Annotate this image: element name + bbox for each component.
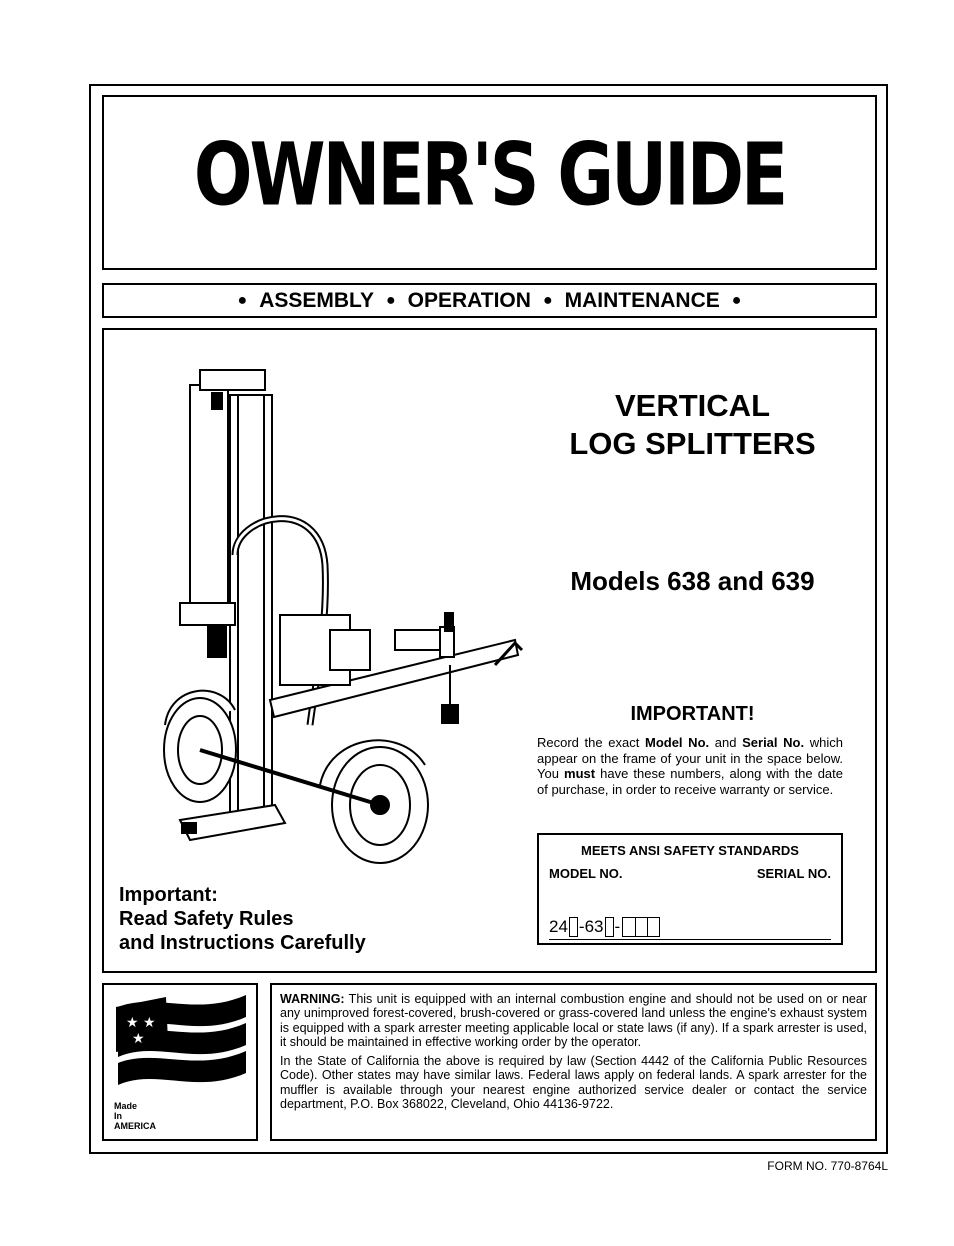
warning-box — [270, 983, 877, 1141]
model-digit-box[interactable] — [569, 917, 578, 937]
product-title-line2: LOG SPLITTERS — [569, 426, 816, 461]
bullet-icon: ● — [237, 291, 248, 309]
serial-number-box — [537, 833, 843, 945]
bullet-icon: ● — [385, 291, 396, 309]
important-text-part: Record the exact — [537, 735, 645, 750]
product-title-line1: VERTICAL — [615, 388, 770, 423]
american-flag-icon — [106, 987, 258, 1107]
important-text — [537, 735, 843, 797]
model-suffix-boxes[interactable] — [622, 917, 660, 937]
warning-text-1: This unit is equipped with an internal combustion engine and should not be used on or near any unimproved forest-covered, brush-covered or grass-covered land unless the engine's exhaust system is equipped with a spark arrester meeting applicable local or state laws (if any). If a spark arrester is used, it should be maintained in effective working order by the operator. — [280, 992, 867, 1049]
model-no-label: MODEL NO. — [549, 866, 623, 881]
made-line: Made — [114, 1101, 138, 1111]
warning-paragraph-2: In the State of California the above is required by law (Section 4442 of the California Public Resources Code). Other states may have similar laws. Federal laws apply on federal lands. A spark arrester for the muffler is available through your nearest engine authorized service dealer or contact the service department, P.O. Box 368022, Cleveland, Ohio 44136-9722. — [280, 1054, 867, 1112]
serial-no-label: SERIAL NO. — [756, 866, 831, 881]
safety-note-line2: Read Safety Rules — [119, 908, 294, 930]
models-heading: Models 638 and 639 — [570, 566, 815, 596]
form-number: FORM NO. 770-8764L — [767, 1159, 888, 1173]
svg-text:★ ★: ★ ★ — [126, 1015, 156, 1031]
model-prefix: 24 — [549, 917, 568, 936]
safety-note-line3: and Instructions Carefully — [119, 932, 366, 954]
important-bold-model: Model No. — [644, 735, 710, 750]
topic-assembly: ASSEMBLY — [259, 288, 374, 312]
topic-operation: OPERATION — [407, 288, 531, 312]
safety-note-line1: Important: — [119, 884, 218, 906]
ansi-label: MEETS ANSI SAFETY STANDARDS — [581, 843, 799, 858]
log-splitter-illustration — [140, 365, 535, 865]
title-banner — [102, 95, 877, 270]
made-in-america-box — [102, 983, 258, 1141]
bullet-icon: ● — [542, 291, 553, 309]
important-text-part: have these numbers, along with the date of purchase, in order to receive warranty or service. — [537, 766, 844, 797]
topics-bar — [102, 283, 877, 318]
product-title — [540, 387, 845, 463]
in-line: In — [114, 1111, 122, 1121]
important-text-part: and — [709, 735, 743, 750]
model-dash: - — [614, 917, 621, 936]
model-digit-box[interactable] — [605, 917, 614, 937]
serial-underline — [549, 939, 831, 940]
important-bold-must: must — [564, 766, 596, 781]
topic-maintenance: MAINTENANCE — [564, 288, 720, 312]
safety-note — [119, 883, 366, 955]
svg-text:★: ★ — [132, 1031, 145, 1047]
warning-label: WARNING: — [280, 992, 345, 1006]
important-heading: IMPORTANT! — [630, 703, 755, 725]
america-line: AMERICA — [114, 1121, 156, 1131]
page-title: OWNER'S GUIDE — [193, 125, 786, 226]
model-mid: -63 — [578, 917, 604, 936]
warning-paragraph-1 — [280, 992, 867, 1049]
model-number-field[interactable] — [549, 913, 660, 937]
bullet-icon: ● — [731, 291, 742, 309]
important-bold-serial: Serial No. — [742, 735, 805, 750]
important-text-part: which appear on the frame of your unit in the space below. You — [537, 735, 843, 781]
made-in-label — [114, 1101, 156, 1131]
